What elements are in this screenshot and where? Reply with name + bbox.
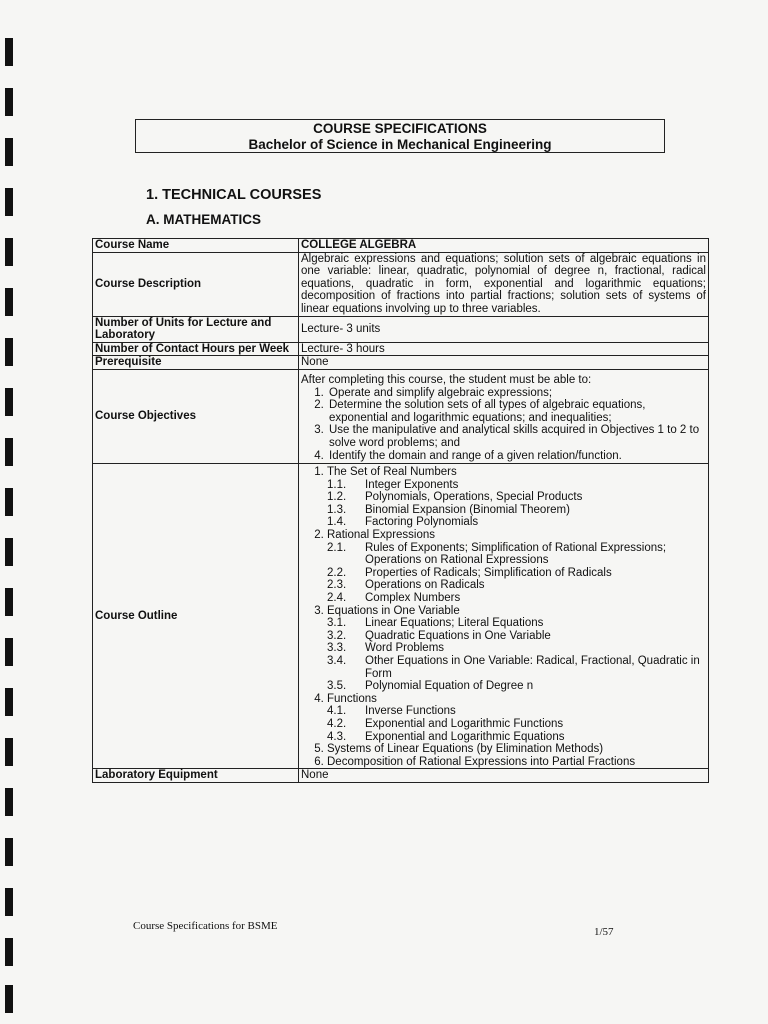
outline-subitem-number: 1.4. — [327, 516, 347, 529]
binder-mark — [5, 288, 13, 316]
outline-subitem — [327, 491, 706, 504]
outline-subitem-text: Word Problems — [365, 642, 445, 655]
outline-subitem — [327, 731, 706, 744]
document-title: COURSE SPECIFICATIONS — [313, 121, 487, 136]
table-row — [93, 252, 709, 316]
outline-item — [327, 693, 706, 743]
outline-item-title: Equations in One Variable — [327, 604, 460, 617]
outline-subitem-number: 2.3. — [327, 579, 347, 592]
outline-subitem-number: 1.2. — [327, 491, 347, 504]
binder-mark — [5, 688, 13, 716]
outline-item-title: Functions — [327, 692, 377, 705]
table-row — [93, 464, 709, 769]
document-title-box — [135, 119, 665, 153]
course-description-value: Algebraic expressions and equations; solution sets of algebraic equations in one variable: linear, quadratic, polynomial of degree n, fractional, radical equations, quadratic in form, exponential and logarithmic equations; decomposition of fractions into partial fractions; solution sets of systems of linear equations involving up to three variables. — [299, 252, 709, 316]
subsection-heading: A. MATHEMATICS — [146, 212, 261, 227]
outline-subitem-text: Polynomials, Operations, Special Products — [365, 491, 583, 504]
table-row — [93, 239, 709, 253]
objective-item: 1. Operate and simplify algebraic expressions; — [327, 387, 706, 400]
outline-sublist — [327, 705, 706, 743]
objectives-intro: After completing this course, the student must be able to: — [301, 373, 592, 386]
course-name-label: Course Name — [93, 239, 299, 253]
outline-subitem-text: Operations on Radicals — [365, 579, 485, 592]
outline-subitem-text: Linear Equations; Literal Equations — [365, 617, 544, 630]
outline-subitem-number: 3.5. — [327, 680, 347, 693]
outline-subitem-number: 1.1. — [327, 478, 347, 491]
outline-subitem-number: 3.1. — [327, 617, 347, 630]
outline-item — [327, 605, 706, 693]
units-value: Lecture- 3 units — [299, 316, 709, 342]
outline-item — [327, 466, 706, 529]
outline-subitem-text: Binomial Expansion (Binomial Theorem) — [365, 503, 570, 516]
outline-subitem-number: 4.1. — [327, 705, 347, 718]
table-row — [93, 342, 709, 356]
prerequisite-value: None — [299, 356, 709, 370]
outline-subitem — [327, 516, 706, 529]
outline-subitem — [327, 718, 706, 731]
outline-subitem — [327, 680, 706, 693]
outline-subitem — [327, 479, 706, 492]
objective-item: 4. Identify the domain and range of a given relation/function. — [327, 450, 706, 463]
document-subtitle: Bachelor of Science in Mechanical Engineering — [248, 137, 552, 152]
outline-subitem-number: 4.2. — [327, 717, 347, 730]
binder-mark — [5, 738, 13, 766]
outline-item — [327, 743, 706, 756]
outline-subitem-text: Quadratic Equations in One Variable — [365, 629, 551, 642]
outline-sublist — [327, 479, 706, 529]
laboratory-equipment-value: None — [299, 769, 709, 783]
outline-item-title: Rational Expressions — [327, 529, 436, 542]
outline-subitem-number: 2.1. — [327, 541, 347, 554]
outline-subitem-text: Exponential and Logarithmic Functions — [365, 717, 564, 730]
binder-mark — [5, 188, 13, 216]
outline-item — [327, 529, 706, 605]
outline-subitem-number: 3.2. — [327, 629, 347, 642]
outline-item-title: The Set of Real Numbers — [327, 466, 457, 479]
outline-subitem-text: Exponential and Logarithmic Equations — [365, 730, 565, 743]
outline-subitem — [327, 630, 706, 643]
table-row — [93, 769, 709, 783]
outline-subitem — [327, 542, 706, 567]
outline-subitem — [327, 579, 706, 592]
footer-page-number: 1/57 — [594, 926, 614, 938]
binder-mark — [5, 588, 13, 616]
binder-mark — [5, 438, 13, 466]
outline-subitem-number: 2.4. — [327, 592, 347, 605]
outline-subitem — [327, 642, 706, 655]
table-row — [93, 316, 709, 342]
course-outline-value — [299, 464, 709, 769]
binder-mark — [5, 938, 13, 966]
outline-subitem-text: Factoring Polynomials — [365, 516, 479, 529]
course-outline-label: Course Outline — [93, 464, 299, 769]
outline-subitem-text: Rules of Exponents; Simplification of Rational Expressions; Operations on Rational Expressions — [365, 541, 667, 567]
outline-subitem — [327, 592, 706, 605]
outline-subitem — [327, 504, 706, 517]
binder-mark — [5, 888, 13, 916]
binder-mark — [5, 338, 13, 366]
outline-subitem-number: 1.3. — [327, 503, 347, 516]
binder-mark — [5, 138, 13, 166]
outline-subitem-number: 3.4. — [327, 655, 347, 667]
outline-subitem-text: Other Equations in One Variable: Radical, Fractional, Quadratic in Form — [365, 655, 700, 680]
outline-subitem-text: Complex Numbers — [365, 592, 461, 605]
outline-subitem-number: 3.3. — [327, 642, 347, 655]
footer-document-name: Course Specifications for BSME — [133, 920, 278, 932]
binder-mark — [5, 38, 13, 66]
objective-item: 2. Determine the solution sets of all types of algebraic equations, exponential and logarithmic equations; and inequalities; — [327, 399, 706, 424]
objectives-list — [301, 387, 706, 463]
outline-subitem-text: Polynomial Equation of Degree n — [365, 680, 534, 693]
outline-list — [301, 466, 706, 768]
units-label: Number of Units for Lecture and Laboratory — [93, 316, 299, 342]
table-row — [93, 369, 709, 463]
outline-sublist — [327, 542, 706, 605]
binder-mark — [5, 88, 13, 116]
binder-mark — [5, 838, 13, 866]
table-row — [93, 356, 709, 370]
binder-mark — [5, 638, 13, 666]
outline-subitem-number: 2.2. — [327, 566, 347, 579]
outline-item — [327, 756, 706, 769]
outline-subitem-text: Inverse Functions — [365, 705, 456, 718]
binder-mark — [5, 985, 13, 1013]
course-objectives-value — [299, 369, 709, 463]
outline-subitem — [327, 705, 706, 718]
outline-subitem-number: 4.3. — [327, 730, 347, 743]
outline-subitem-text: Properties of Radicals; Simplification of Radicals — [365, 566, 612, 579]
course-name-value: COLLEGE ALGEBRA — [299, 239, 709, 253]
binder-mark — [5, 538, 13, 566]
outline-sublist — [327, 617, 706, 693]
laboratory-equipment-label: Laboratory Equipment — [93, 769, 299, 783]
binder-mark — [5, 388, 13, 416]
outline-subitem — [327, 617, 706, 630]
outline-subitem — [327, 567, 706, 580]
section-heading: 1. TECHNICAL COURSES — [146, 187, 322, 203]
contact-hours-label: Number of Contact Hours per Week — [93, 342, 299, 356]
prerequisite-label: Prerequisite — [93, 356, 299, 370]
objective-item: 3. Use the manipulative and analytical skills acquired in Objectives 1 to 2 to solve word problems; and — [327, 424, 706, 449]
outline-item-title: Decomposition of Rational Expressions into Partial Fractions — [327, 755, 636, 768]
contact-hours-value: Lecture- 3 hours — [299, 342, 709, 356]
outline-subitem-text: Integer Exponents — [365, 478, 459, 491]
outline-subitem — [327, 655, 706, 680]
course-description-label: Course Description — [93, 252, 299, 316]
binder-mark — [5, 238, 13, 266]
outline-item-title: Systems of Linear Equations (by Elimination Methods) — [327, 743, 604, 756]
course-objectives-label: Course Objectives — [93, 369, 299, 463]
course-spec-table — [92, 238, 709, 783]
binder-mark — [5, 488, 13, 516]
binder-mark — [5, 788, 13, 816]
